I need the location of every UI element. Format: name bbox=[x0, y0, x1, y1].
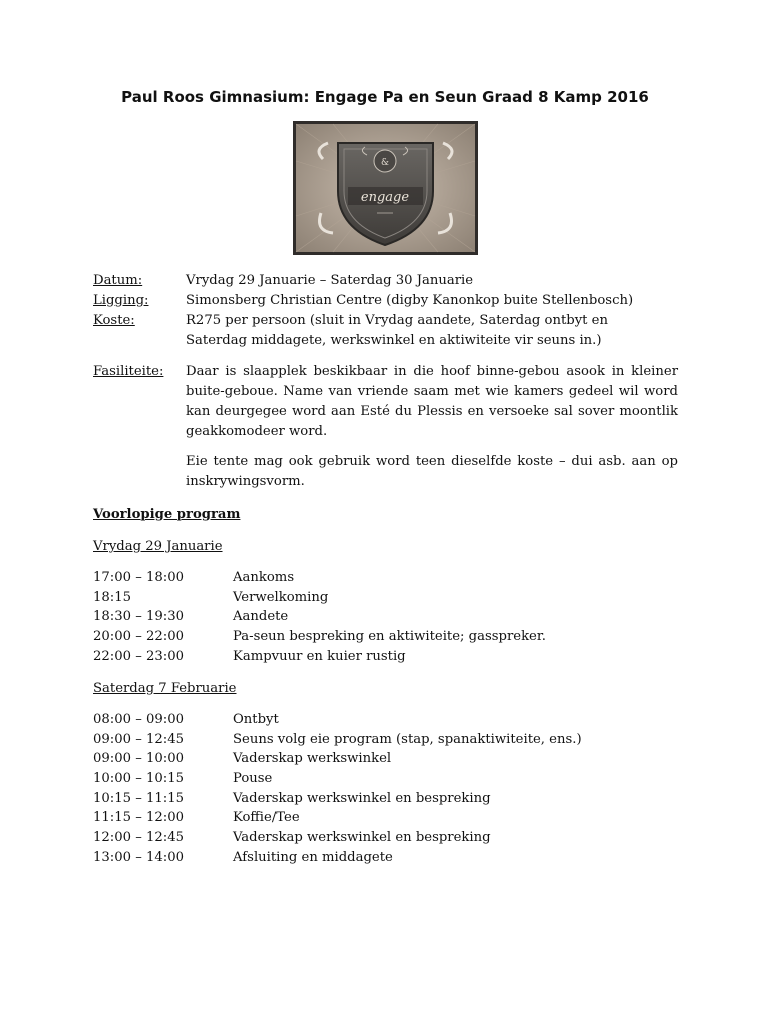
day1-label: Vrydag 29 Januarie bbox=[93, 539, 223, 554]
schedule-time: 09:00 – 12:45 bbox=[93, 732, 184, 747]
svg-text:&: & bbox=[380, 158, 390, 168]
schedule-row bbox=[93, 627, 693, 647]
schedule-activity: Verwelkoming bbox=[233, 590, 329, 605]
schedule-row bbox=[93, 769, 693, 789]
ligging-value: Simonsberg Christian Centre (digby Kanonkop buite Stellenbosch) bbox=[186, 293, 634, 308]
schedule-activity: Ontbyt bbox=[233, 712, 279, 727]
schedule-time: 09:00 – 10:00 bbox=[93, 751, 184, 766]
schedule-activity: Afsluiting en middagete bbox=[233, 850, 393, 865]
engage-shield-icon bbox=[293, 121, 478, 255]
schedule-time: 10:00 – 10:15 bbox=[93, 771, 184, 786]
schedule-activity: Kampvuur en kuier rustig bbox=[233, 649, 406, 664]
svg-text:engage: engage bbox=[360, 190, 410, 205]
fasiliteite-paragraph-1: Daar is slaapplek beskikbaar in die hoof binne-gebou asook in kleiner buite-geboue. Name van vriende saam met wie kamers gedeel wil word kan deurgegee word aan Esté du Plessis en versoeke sal sover moontlik geakkomodeer word. bbox=[186, 364, 678, 439]
datum-value: Vrydag 29 Januarie – Saterdag 30 Januarie bbox=[186, 273, 474, 288]
schedule-activity: Koffie/Tee bbox=[233, 810, 300, 825]
page-title: Paul Roos Gimnasium: Engage Pa en Seun Graad 8 Kamp 2016 bbox=[121, 88, 649, 106]
schedule-row bbox=[93, 749, 693, 769]
schedule-row bbox=[93, 730, 693, 750]
schedule-activity: Seuns volg eie program (stap, spanaktiwiteite, ens.) bbox=[233, 732, 582, 747]
program-heading: Voorlopige program bbox=[93, 507, 241, 522]
fasiliteite-paragraph-2: Eie tente mag ook gebruik word teen dieselfde koste – dui asb. aan op inskrywingsvorm. bbox=[186, 454, 678, 489]
schedule-row bbox=[93, 588, 693, 608]
engage-logo bbox=[293, 121, 478, 255]
schedule-activity: Vaderskap werkswinkel bbox=[233, 751, 392, 766]
koste-value: R275 per persoon (sluit in Vrydag aandete, Saterdag ontbyt en Saterdag middagete, werkswinkel en aktiwiteite vir seuns in.) bbox=[186, 313, 608, 348]
datum-label: Datum: bbox=[93, 273, 143, 288]
schedule-time: 10:15 – 11:15 bbox=[93, 791, 184, 806]
schedule-activity: Vaderskap werkswinkel en bespreking bbox=[233, 830, 491, 845]
schedule-time: 18:15 bbox=[93, 590, 132, 605]
schedule-row bbox=[93, 607, 693, 627]
schedule-activity: Vaderskap werkswinkel en bespreking bbox=[233, 791, 491, 806]
koste-label: Koste: bbox=[93, 313, 135, 328]
fasiliteite-label: Fasiliteite: bbox=[93, 364, 164, 379]
day2-label: Saterdag 7 Februarie bbox=[93, 681, 237, 696]
schedule-activity: Pouse bbox=[233, 771, 273, 786]
schedule-row bbox=[93, 808, 693, 828]
schedule-time: 18:30 – 19:30 bbox=[93, 609, 184, 624]
schedule-activity: Aankoms bbox=[233, 570, 295, 585]
schedule-row bbox=[93, 647, 693, 667]
schedule-activity: Aandete bbox=[233, 609, 289, 624]
schedule-time: 12:00 – 12:45 bbox=[93, 830, 184, 845]
schedule-time: 13:00 – 14:00 bbox=[93, 850, 184, 865]
schedule-time: 22:00 – 23:00 bbox=[93, 649, 184, 664]
ligging-label: Ligging: bbox=[93, 293, 149, 308]
schedule-row bbox=[93, 789, 693, 809]
schedule-time: 20:00 – 22:00 bbox=[93, 629, 184, 644]
schedule-time: 11:15 – 12:00 bbox=[93, 810, 184, 825]
schedule-row bbox=[93, 710, 693, 730]
schedule-time: 17:00 – 18:00 bbox=[93, 570, 184, 585]
schedule-row bbox=[93, 828, 693, 848]
schedule-time: 08:00 – 09:00 bbox=[93, 712, 184, 727]
schedule-activity: Pa-seun bespreking en aktiwiteite; gasspreker. bbox=[233, 629, 546, 644]
schedule-row bbox=[93, 568, 693, 588]
schedule-row bbox=[93, 848, 693, 868]
